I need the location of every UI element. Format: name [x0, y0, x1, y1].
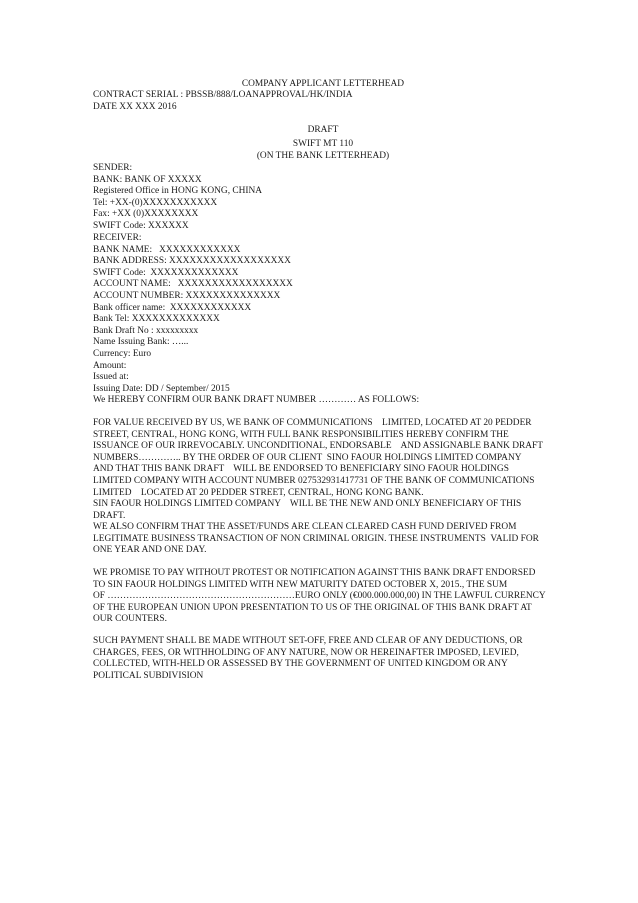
receiver-line: Name Issuing Bank: …... [93, 337, 189, 348]
paragraph-payment-terms [93, 636, 553, 682]
paragraph-line: LIMITED LOCATED AT 20 PEDDER STREET, CENTRAL, HONG KONG BANK. [93, 487, 424, 498]
paragraph-line: SUCH PAYMENT SHALL BE MADE WITHOUT SET-OFF, FREE AND CLEAR OF ANY DEDUCTIONS, OR [93, 636, 523, 646]
paragraph-line: OF THE EUROPEAN UNION UPON PRESENTATION TO US OF THE ORIGINAL OF THIS BANK DRAFT AT [93, 602, 532, 613]
receiver-line: Currency: Euro [93, 348, 152, 359]
receiver-line: Bank Draft No : xxxxxxxxx [93, 325, 199, 336]
paragraph-promise-to-pay [93, 568, 553, 626]
receiver-label: RECEIVER: [93, 233, 142, 243]
sender-line: Fax: +XX (0)XXXXXXXX [93, 209, 199, 220]
swift-label: SWIFT MT 110 [292, 139, 354, 149]
paragraph-line: ONE YEAR AND ONE DAY. [93, 545, 207, 556]
paragraph-line: OF ……………………………………………………EURO ONLY (€000.000.000,00) IN THE LAWFUL CURRENCY [93, 591, 546, 602]
paragraph-line: ISSUANCE OF OUR IRREVOCABLY. UNCONDITIONAL, ENDORSABLE AND ASSIGNABLE BANK DRAFT [93, 441, 543, 452]
paragraph-line: OUR COUNTERS. [93, 614, 167, 625]
paragraph-line: LIMITED COMPANY WITH ACCOUNT NUMBER 027532931417731 OF THE BANK OF COMMUNICATIONS [93, 475, 535, 486]
sender-line: SWIFT Code: XXXXXX [93, 220, 189, 231]
paragraph-line: DRAFT. [93, 510, 126, 521]
paragraph-line: LEGITIMATE BUSINESS TRANSACTION OF NON CRIMINAL ORIGIN. THESE INSTRUMENTS VALID FOR [93, 533, 539, 544]
sender-line: Tel: +XX-(0)XXXXXXXXXXX [93, 197, 218, 208]
paragraph-line: NUMBERS………….. BY THE ORDER OF OUR CLIENT SINO FAOUR HOLDINGS LIMITED COMPANY [93, 452, 522, 463]
paragraph-line: TO SIN FAOUR HOLDINGS LIMITED WITH NEW MATURITY DATED OCTOBER X, 2015., THE SUM [93, 579, 508, 590]
document-date: DATE XX XXX 2016 [93, 101, 177, 112]
receiver-line: BANK ADDRESS: XXXXXXXXXXXXXXXXXX [93, 256, 291, 267]
letterhead-note: (ON THE BANK LETTERHEAD) [256, 151, 390, 161]
sender-line: BANK: BANK OF XXXXX [93, 174, 202, 185]
sender-section [93, 163, 553, 233]
paragraph-asset-confirmation [93, 522, 553, 557]
paragraph-line: WE ALSO CONFIRM THAT THE ASSET/FUNDS ARE CLEAN CLEARED CASH FUND DERIVED FROM [93, 522, 517, 532]
paragraph-value-received [93, 418, 553, 522]
draft-label: DRAFT [307, 125, 339, 135]
paragraph-line: STREET, CENTRAL, HONG KONG, WITH FULL BANK RESPONSIBILITIES HEREBY CONFIRM THE [93, 429, 509, 440]
confirm-text: We HEREBY CONFIRM OUR BANK DRAFT NUMBER ………… AS FOLLOWS: [93, 395, 420, 405]
receiver-line: Bank officer name: XXXXXXXXXXXX [93, 302, 252, 313]
receiver-line: Issuing Date: DD / September/ 2015 [93, 383, 230, 394]
receiver-line: ACCOUNT NAME: XXXXXXXXXXXXXXXXX [93, 279, 293, 290]
paragraph-line: FOR VALUE RECEIVED BY US, WE BANK OF COMMUNICATIONS LIMITED, LOCATED AT 20 PEDDER [93, 418, 532, 428]
letterhead-title: COMPANY APPLICANT LETTERHEAD [241, 79, 405, 89]
receiver-line: ACCOUNT NUMBER: XXXXXXXXXXXXXX [93, 290, 281, 301]
receiver-line: Issued at: [93, 372, 129, 383]
contract-serial: CONTRACT SERIAL : PBSSB/888/LOANAPPROVAL/HK/INDIA [93, 90, 353, 100]
paragraph-line: SIN FAOUR HOLDINGS LIMITED COMPANY WILL BE THE NEW AND ONLY BENEFICIARY OF THIS [93, 499, 522, 510]
receiver-line: Amount: [93, 360, 127, 371]
header-block [93, 90, 553, 113]
receiver-line: Bank Tel: XXXXXXXXXXXXX [93, 314, 220, 325]
paragraph-line: AND THAT THIS BANK DRAFT WILL BE ENDORSED TO BENEFICIARY SINO FAOUR HOLDINGS [93, 464, 509, 475]
sender-label: SENDER: [93, 163, 133, 173]
receiver-line: BANK NAME: XXXXXXXXXXXX [93, 244, 241, 255]
paragraph-line: POLITICAL SUBDIVISION [93, 670, 204, 681]
receiver-line: SWIFT Code: XXXXXXXXXXXXX [93, 267, 239, 278]
paragraph-line: WE PROMISE TO PAY WITHOUT PROTEST OR NOTIFICATION AGAINST THIS BANK DRAFT ENDORSED [93, 568, 536, 578]
confirm-line [93, 395, 553, 407]
sender-line: Registered Office in HONG KONG, CHINA [93, 186, 263, 197]
paragraph-line: COLLECTED, WITH-HELD OR ASSESSED BY THE GOVERNMENT OF UNITED KINGDOM OR ANY [93, 659, 508, 670]
paragraph-line: CHARGES, FEES, OR WITHHOLDING OF ANY NATURE, NOW OR HEREINAFTER IMPOSED, LEVIED, [93, 647, 519, 658]
receiver-section [93, 233, 553, 395]
